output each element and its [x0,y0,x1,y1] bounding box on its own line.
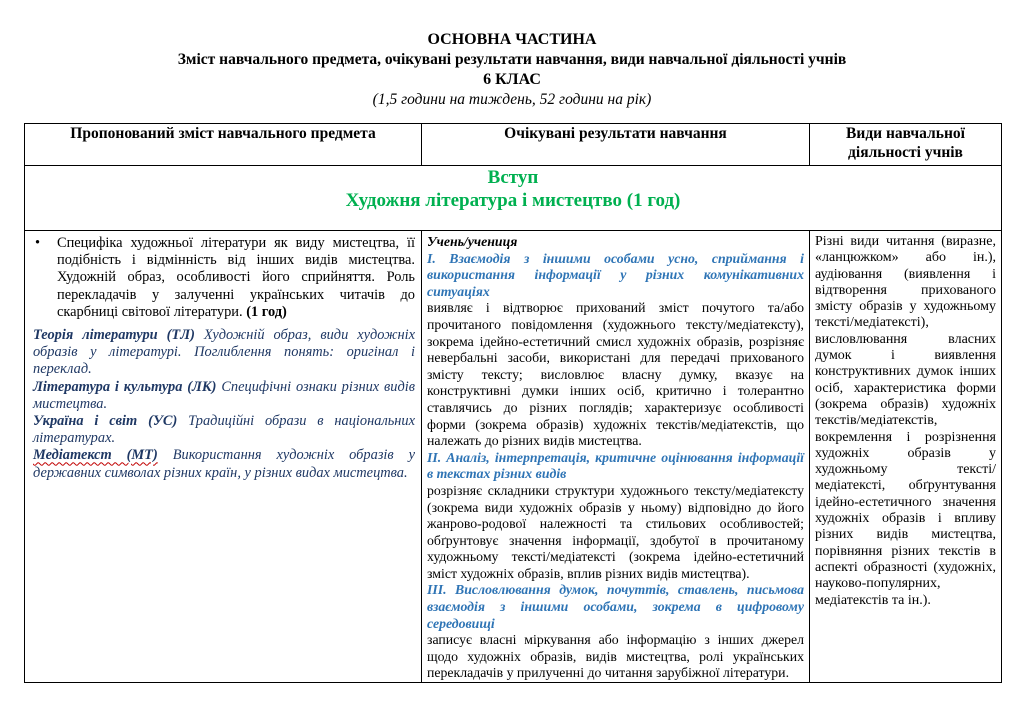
bullet-icon: • [35,235,41,251]
item-label: Література і культура (ЛК) [33,378,217,395]
results-text-3: записує власні міркування або інформацію з інших джерел щодо художніх образів, видів мистецтва, ролі українських перекладачів у прилученні до читання зарубіжної літератури. [427,632,804,681]
grade-title: 6 КЛАС [483,71,541,88]
learner-label: Учень/учениця [427,234,518,249]
item-text: Використання художніх образів у державних символах різних країн, у різних видах мистецтва. [33,447,415,481]
item-label: Медіатекст (МТ) [33,447,158,464]
activities-cell [810,231,1002,683]
results-text-2: розрізняє складники структури художнього тексту/медіатексту (зокрема види художніх образів у ньому) відповідно до його жанрово-родової належності та стильових особливостей; обґрунтовує значення інформації, здобутої в прочитаному художньому тексті/медіатексті (зокрема ідейно-естетичний зміст художніх образів, вплив різних видів мистецтва). [427,482,804,581]
results-heading-1: I. Взаємодія з іншими особами усно, сприймання і використання інформації у різних комунікативних ситуаціях [427,250,804,299]
item-text: Специфічні ознаки різних видів мистецтва. [33,378,415,412]
content-item-lk [33,379,415,413]
column-header-content: Пропонований зміст навчального предмета [25,124,422,166]
content-bullet [33,235,415,321]
item-text: Художній образ, види художніх образів у літературі. Поглиблення понять: оригінал і переклад. [33,327,415,378]
column-header-activities: Види навчальної діяльності учнів [810,124,1002,166]
results-heading-2: II. Аналіз, інтерпретація, критичне оцінювання інформації в текстах різних видів [427,449,804,482]
content-item-mt [33,447,415,481]
column-header-results: Очікувані результати навчання [422,124,810,166]
section-row [25,166,1002,231]
table-header-row [25,124,1002,166]
hours-note: (1,5 години на тиждень, 52 години на рік) [372,91,652,108]
curriculum-table [24,123,1002,683]
results-heading-3: III. Висловлювання думок, почуттів, ставлень, письмова взаємодія з іншими особами, зокрема в цифровому середовищі [427,582,804,631]
section-subtitle: Художня література і мистецтво (1 год) [345,190,681,211]
document-header [0,30,1024,110]
content-cell [25,231,422,683]
item-label: Теорія літератури (ТЛ) [33,327,195,344]
results-cell [422,231,810,683]
bullet-hours: (1 год) [246,303,287,320]
bullet-text: Специфіка художньої літератури як виду мистецтва, її подібність і відмінність від інших видів мистецтва. Художній образ, особливості його сприйняття. Роль перекладачів у залученні українських читачів до скарбниці світової літератури. [57,235,415,320]
results-text-1: виявляє і відтворює прихований зміст почутого та/або прочитаного повідомлення (художнього тексту/медіатексту), зокрема ідейно-естетичний смисл художніх образів, розрізняє невербальні засоби, використані для передачі прихованого змісту тексту; висловлює власну думку, вказує на конструктивні думки інших осіб, критично і толерантно ставлячись до різних поглядів; характеризує особливості форми (зокрема образів) художніх текстів/медіатекстів, що належать до різних видів мистецтва. [427,300,804,449]
item-text: Традиційні образи в національних літературах. [33,413,415,447]
content-item-tl [33,327,415,379]
content-items [33,327,415,482]
section-title: Вступ [487,167,539,188]
content-row [25,231,1002,683]
content-item-us [33,413,415,447]
subtitle: Зміст навчального предмета, очікувані результати навчання, види навчальної діяльності учнів [177,51,847,68]
activities-text: Різні види читання (виразне, «ланцюжком» або ін.), аудіювання (виявлення і відтворення прихованого змісту образів у художньому тексті/медіатексті), висловлювання власних думок і виявлення конструктивних думок інших осіб, характеристика форми (зокрема образів) художніх текстів/медіатекстів, вокремлення і розрізнення художніх образів у художньому тексті/медіатексті, обґрунтування ідейно-естетичного значення художніх образів і впливу різних видів мистецтва, порівняння різних текстів в аспекті образності (художніх, науково-популярних, медіатекстів та ін.). [815,234,996,608]
main-title: ОСНОВНА ЧАСТИНА [427,31,597,48]
item-label: Україна і світ (УС) [33,413,178,430]
section-title-cell [25,166,1002,231]
